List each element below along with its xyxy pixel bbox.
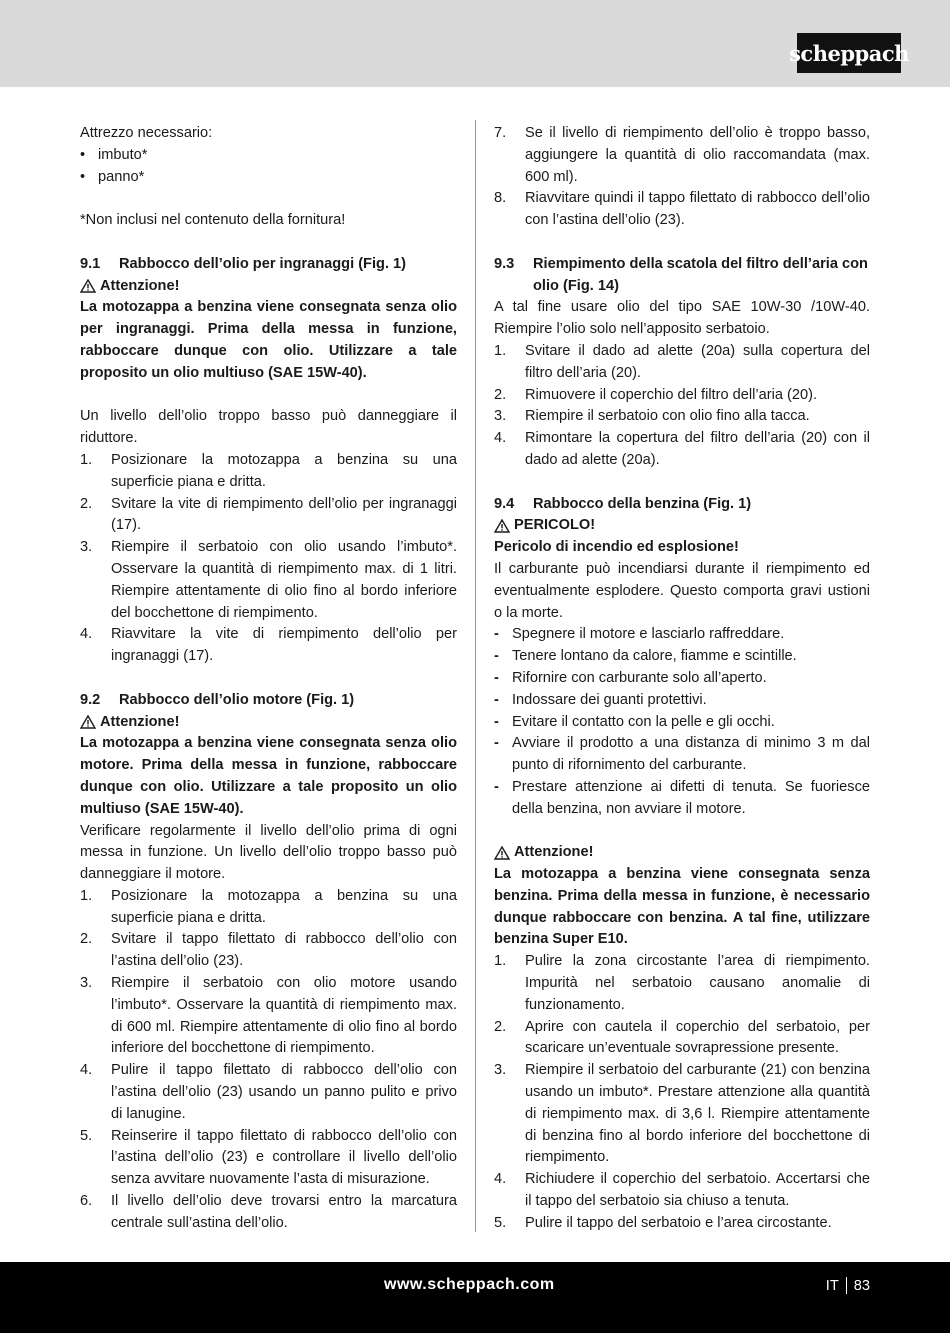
warning-label: Attenzione! [80, 712, 457, 734]
paragraph: Un livello dell’olio troppo basso può danneggiare il riduttore. [80, 408, 457, 447]
list-item: - Avviare il prodotto a una distanza di minimo 3 m dal punto di rifornimento del carburante. [494, 735, 870, 774]
footer-band [0, 1262, 950, 1333]
list-item: 8. Riavvitare quindi il tappo filettato di rabbocco dell’olio con l’astina dell’olio (23). [494, 190, 870, 229]
section-heading-9-1: 9.1 Rabbocco dell’olio per ingranaggi (Fig. 1) [80, 255, 407, 272]
list-item: 3. Riempire il serbatoio con olio fino alla tacca. [494, 408, 810, 425]
warning-icon [494, 846, 510, 860]
list-item: 3. Riempire il serbatoio del carburante (21) con benzina usando un imbuto*. Prestare attenzione alla quantità di riempimento max. di 3,6 l. Riempire attentamente di benzina fino al bordo inferiore del bocchettone di riempimento. [494, 1062, 870, 1166]
list-item: 7. Se il livello di riempimento dell’olio è troppo basso, aggiungere la quantità di olio raccomandata (max. 600 ml). [494, 125, 870, 185]
list-item: 2. Svitare la vite di riempimento dell’olio per ingranaggi (17). [80, 495, 457, 534]
section-heading-9-3: 9.3 Riempimento della scatola del filtro dell’aria con olio (Fig. 14) [494, 255, 868, 294]
page-indicator [826, 1277, 870, 1294]
list-item: 1. Posizionare la motozappa a benzina su una superficie piana e dritta. [80, 887, 457, 926]
list-item: - Indossare dei guanti protettivi. [494, 691, 707, 708]
page-number: 83 [853, 1277, 870, 1294]
brand-logo: scheppach [797, 33, 901, 73]
list-item: 4. Pulire il tappo filettato di rabbocco dell’olio con l’astina dell’olio (23) usando un panno pulito e privo di lanugine. [80, 1062, 457, 1122]
list-item: 5. Reinserire il tappo filettato di rabbocco dell’olio con l’astina dell’olio (23) e controllare il livello dell’olio senza avvitare nuovamente l’asta di misurazione. [80, 1127, 457, 1188]
list-item: 2. Svitare il tappo filettato di rabbocco dell’olio con l’astina dell’olio (23). [80, 931, 457, 970]
paragraph: Verificare regolarmente il livello dell’olio prima di ogni messa in funzione. Un livello dell’olio troppo basso può danneggiare il motore. [80, 822, 457, 883]
danger-subtitle: Pericolo di incendio ed esplosione! [494, 539, 739, 556]
not-included-note: *Non inclusi nel contenuto della fornitura! [80, 212, 346, 229]
tools-title: Attrezzo necessario: [80, 125, 213, 141]
warning-icon [494, 519, 510, 533]
list-item: 1. Posizionare la motozappa a benzina su una superficie piana e dritta. [80, 451, 457, 490]
list-item: - Spegnere il motore e lasciarlo raffreddare. [494, 626, 785, 643]
list-item: 4. Richiudere il coperchio del serbatoio. Accertarsi che il tappo del serbatoio sia chiuso a tenuta. [494, 1171, 870, 1210]
list-item: - Tenere lontano da calore, fiamme e scintille. [494, 648, 797, 665]
warning-label: Attenzione! [80, 276, 457, 298]
list-item: 6. Il livello dell’olio deve trovarsi entro la marcatura centrale sull’astina dell’olio. [80, 1193, 457, 1231]
list-item: • imbuto* [80, 146, 148, 163]
list-item: - Rifornire con carburante solo all’aperto. [494, 669, 767, 686]
right-column [494, 123, 870, 1235]
list-item: 4. Riavvitare la vite di riempimento dell’olio per ingranaggi (17). [80, 626, 457, 665]
warning-icon [80, 715, 96, 729]
danger-label: PERICOLO! [494, 515, 870, 537]
list-item: 3. Riempire il serbatoio con olio motore usando l’imbuto*. Osservare la quantità di riempimento max. di 600 ml. Riempire attentamente di olio fino al bordo inferiore del bocchettone di riempimento. [80, 975, 457, 1057]
section-heading-9-4: 9.4 Rabbocco della benzina (Fig. 1) [494, 495, 752, 512]
paragraph: Il carburante può incendiarsi durante il riempimento ed eventualmente esplodere. Questo comporta gravi ustioni o la morte. [494, 560, 870, 621]
warning-text: La motozappa a benzina viene consegnata senza olio motore. Prima della messa in funzione, rabboccare dunque con olio. Utilizzare a tale proposito un olio multiuso (SAE 15W-40). [80, 735, 457, 817]
footer-website-link[interactable]: www.scheppach.com [384, 1276, 555, 1293]
list-item: 4. Rimontare la copertura del filtro dell’aria (20) con il dado ad alette (20a). [494, 430, 870, 468]
list-item: 3. Riempire il serbatoio con olio usando l’imbuto*. Osservare la quantità di riempimento max. di 1 litri. Riempire attentamente di olio fino al bordo inferiore del bocchettone di riempimento. [80, 539, 457, 621]
list-item: 2. Rimuovere il coperchio del filtro dell’aria (20). [494, 386, 817, 403]
list-item: 1. Svitare il dado ad alette (20a) sulla copertura del filtro dell’aria (20). [494, 342, 870, 381]
warning-icon [80, 279, 96, 293]
paragraph: A tal fine usare olio del tipo SAE 10W-30 /10W-40. Riempire l’olio solo nell’apposito serbatoio. [494, 299, 870, 338]
language-code: IT [825, 1277, 839, 1294]
warning-label: Attenzione! [494, 842, 870, 864]
column-divider [475, 120, 476, 1232]
list-item: • panno* [80, 168, 145, 185]
list-item: - Prestare attenzione ai difetti di tenuta. Se fuoriesce della benzina, non avviare il motore. [494, 778, 870, 817]
list-item: 1. Pulire la zona circostante l’area di riempimento. Impurità nel serbatoio causano anomalie di funzionamento. [494, 953, 870, 1013]
list-item: - Evitare il contatto con la pelle e gli occhi. [494, 713, 775, 730]
section-heading-9-2: 9.2 Rabbocco dell’olio motore (Fig. 1) [80, 691, 355, 708]
warning-text: La motozappa a benzina viene consegnata senza olio per ingranaggi. Prima della messa in funzione, rabboccare dunque con olio. Utilizzare a tale proposito un olio multiuso (SAE 15W-40). [80, 299, 457, 381]
list-item: 2. Aprire con cautela il coperchio del serbatoio, per scaricare un’eventuale sovrapressione presente. [494, 1018, 870, 1057]
list-item: 5. Pulire il tappo del serbatoio e l’area circostante. [494, 1214, 832, 1231]
warning-text: La motozappa a benzina viene consegnata senza benzina. Prima della messa in funzione, è necessario dunque rabboccare con benzina. A tal fine, utilizzare benzina Super E10. [494, 866, 870, 948]
left-column [80, 123, 457, 1235]
